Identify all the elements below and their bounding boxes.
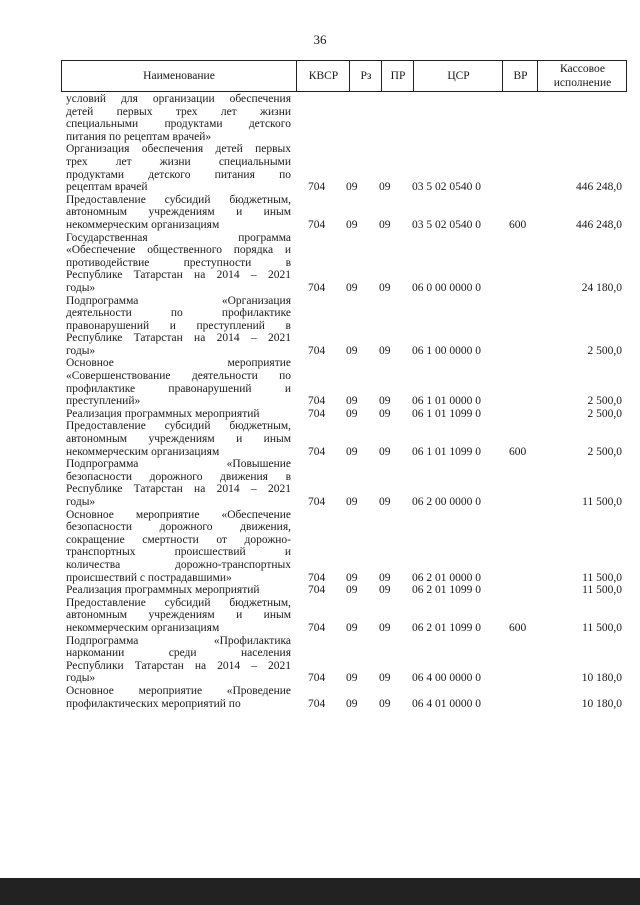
- cell-amount: 2 500,0: [587, 395, 622, 408]
- row-name-line: некоммерческим организациям: [66, 445, 220, 458]
- row-name-line: автономным учреждениям и иным: [66, 609, 291, 622]
- row-name: [66, 509, 291, 585]
- row-name-line: Республике Татарстан на 2014 – 2021: [66, 332, 291, 345]
- cell-rz: 09: [346, 672, 358, 685]
- cell-amount: 11 500,0: [582, 621, 622, 634]
- table-body: [0, 93, 640, 710]
- row-name: [66, 143, 291, 193]
- cell-csr: 06 2 01 1099 0: [412, 621, 481, 634]
- cell-pr: 09: [379, 181, 391, 194]
- row-name-line: автономным учреждениям и иным: [66, 206, 291, 219]
- cell-amount: 2 500,0: [587, 407, 622, 420]
- cell-rz: 09: [346, 697, 358, 710]
- row-name: [66, 357, 291, 407]
- cell-rz: 09: [346, 571, 358, 584]
- cell-kvsr: 704: [308, 181, 326, 194]
- cell-kvsr: 704: [308, 672, 326, 685]
- row-name-line: профилактике правонарушений и: [66, 382, 291, 395]
- cell-csr: 06 1 01 0000 0: [412, 395, 481, 408]
- row-name-line: количества дорожно-транспортных: [66, 558, 291, 571]
- cell-vr: 600: [509, 445, 527, 458]
- row-name: [66, 295, 291, 358]
- row-name-line: Республике Татарстан на 2014 – 2021: [66, 483, 291, 496]
- row-name-line: годы»: [66, 344, 96, 357]
- cell-csr: 06 2 01 1099 0: [412, 584, 481, 597]
- row-name-line: безопасности дорожного движения в: [66, 470, 291, 483]
- cell-csr: 06 4 01 0000 0: [412, 697, 481, 710]
- cell-kvsr: 704: [308, 218, 326, 231]
- cell-amount: 24 180,0: [581, 281, 622, 294]
- row-name-line: «Совершенствование деятельности по: [66, 370, 291, 383]
- column-header-vr: ВР: [502, 61, 538, 91]
- cell-csr: 06 1 01 1099 0: [412, 407, 481, 420]
- row-name-line: транспортных происшествий и: [66, 546, 291, 559]
- row-name-line: рецептам врачей: [66, 181, 148, 194]
- cell-amount: 2 500,0: [587, 445, 622, 458]
- row-name-line: Подпрограмма «Повышение: [66, 458, 291, 471]
- column-header-pr: ПР: [381, 61, 414, 91]
- table-row: [0, 509, 640, 585]
- cell-pr: 09: [379, 697, 391, 710]
- cell-rz: 09: [346, 344, 358, 357]
- cell-vr: 600: [509, 218, 527, 231]
- row-name-line: деятельности по профилактике: [66, 307, 291, 320]
- column-header-amount-line1: Кассовое: [560, 63, 605, 75]
- row-name: [66, 584, 291, 597]
- cell-amount: 446 248,0: [576, 218, 622, 231]
- row-name: [66, 597, 291, 635]
- cell-csr: 06 2 01 0000 0: [412, 571, 481, 584]
- cell-amount: 2 500,0: [587, 344, 622, 357]
- cell-kvsr: 704: [308, 344, 326, 357]
- row-name-line: безопасности дорожного движения,: [66, 521, 291, 534]
- row-name-line: Предоставление субсидий бюджетным,: [66, 420, 291, 433]
- row-name-line: годы»: [66, 672, 96, 685]
- row-name-line: годы»: [66, 496, 96, 508]
- cell-amount: 10 180,0: [581, 672, 622, 685]
- table-row: [0, 93, 640, 143]
- table-row: [0, 232, 640, 295]
- row-name-line: противодействие преступности в: [66, 256, 291, 269]
- cell-pr: 09: [379, 621, 391, 634]
- cell-rz: 09: [346, 621, 358, 634]
- table-row: [0, 584, 640, 597]
- column-header-rz: Рз: [349, 61, 382, 91]
- cell-pr: 09: [379, 395, 391, 408]
- table-row: [0, 420, 640, 458]
- cell-rz: 09: [346, 218, 358, 231]
- cell-rz: 09: [346, 445, 358, 458]
- cell-amount: 11 500,0: [582, 571, 622, 584]
- cell-pr: 09: [379, 571, 391, 584]
- row-name-line: некоммерческим организациям: [66, 218, 220, 231]
- row-name: [66, 232, 291, 295]
- row-name-line: трех лет жизни специальными: [66, 155, 291, 168]
- row-name-line: Подпрограмма «Профилактика: [66, 634, 291, 647]
- cell-csr: 03 5 02 0540 0: [412, 218, 481, 231]
- cell-pr: 09: [379, 672, 391, 685]
- row-name: [66, 635, 291, 685]
- row-name-line: Республики Татарстан на 2014 – 2021: [66, 659, 291, 672]
- row-name: [66, 93, 291, 143]
- cell-rz: 09: [346, 496, 358, 508]
- row-name-line: Организация обеспечения детей первых: [66, 143, 291, 156]
- cell-amount: 11 500,0: [582, 584, 622, 597]
- cell-csr: 06 4 00 0000 0: [412, 672, 481, 685]
- row-name-line: Государственная программа: [66, 231, 291, 244]
- cell-csr: 06 1 01 1099 0: [412, 445, 481, 458]
- row-name-line: Предоставление субсидий бюджетным,: [66, 193, 291, 206]
- row-name-line: сокращение смертности от дорожно-: [66, 533, 291, 546]
- cell-rz: 09: [346, 181, 358, 194]
- cell-kvsr: 704: [308, 281, 326, 294]
- cell-pr: 09: [379, 218, 391, 231]
- cell-pr: 09: [379, 496, 391, 508]
- cell-csr: 06 2 00 0000 0: [412, 496, 481, 508]
- table-row: [0, 635, 640, 685]
- row-name-line: Предоставление субсидий бюджетным,: [66, 596, 291, 609]
- row-name-line: преступлений»: [66, 395, 141, 408]
- row-name-line: питания по рецептам врачей»: [66, 130, 212, 143]
- cell-rz: 09: [346, 584, 358, 597]
- cell-pr: 09: [379, 584, 391, 597]
- row-name-line: продуктами детского питания по: [66, 168, 291, 181]
- table-header: [61, 60, 627, 92]
- cell-kvsr: 704: [308, 445, 326, 458]
- cell-csr: 06 0 00 0000 0: [412, 281, 481, 294]
- row-name-line: условий для организации обеспечения: [66, 93, 291, 105]
- row-name: [66, 420, 291, 458]
- row-name-line: наркомании среди населения: [66, 647, 291, 660]
- row-name-line: Республике Татарстан на 2014 – 2021: [66, 269, 291, 282]
- cell-csr: 06 1 00 0000 0: [412, 344, 481, 357]
- table-row: [0, 685, 640, 710]
- row-name-line: детей первых трех лет жизни: [66, 105, 291, 118]
- cell-kvsr: 704: [308, 407, 326, 420]
- cell-amount: 10 180,0: [581, 697, 622, 710]
- cell-amount: 11 500,0: [582, 496, 622, 508]
- cell-rz: 09: [346, 407, 358, 420]
- row-name-line: Основное мероприятие: [66, 357, 291, 370]
- cell-kvsr: 704: [308, 496, 326, 508]
- table-row: [0, 458, 640, 508]
- row-name: [66, 194, 291, 232]
- cell-pr: 09: [379, 344, 391, 357]
- table-row: [0, 357, 640, 407]
- cell-rz: 09: [346, 395, 358, 408]
- cell-amount: 446 248,0: [576, 181, 622, 194]
- cell-pr: 09: [379, 407, 391, 420]
- row-name-line: профилактических мероприятий по: [66, 697, 241, 710]
- column-header-name: Наименование: [143, 70, 215, 82]
- cell-kvsr: 704: [308, 584, 326, 597]
- table-row: [0, 408, 640, 421]
- row-name-line: годы»: [66, 281, 96, 294]
- row-name: [66, 685, 291, 710]
- row-name-line: Реализация программных мероприятий: [66, 407, 260, 420]
- column-header-amount-line2: исполнение: [553, 77, 612, 89]
- cell-kvsr: 704: [308, 395, 326, 408]
- table-row: [0, 597, 640, 635]
- row-name-line: некоммерческим организациям: [66, 621, 220, 634]
- cell-vr: 600: [509, 621, 527, 634]
- cell-kvsr: 704: [308, 621, 326, 634]
- column-header-amount: [537, 61, 627, 91]
- cell-csr: 03 5 02 0540 0: [412, 181, 481, 194]
- row-name-line: автономным учреждениям и иным: [66, 433, 291, 446]
- column-header-kvsr: КВСР: [296, 61, 350, 91]
- page-number: 36: [313, 32, 327, 47]
- row-name-line: «Обеспечение общественного порядка и: [66, 244, 291, 257]
- table-row: [0, 295, 640, 358]
- table-row: [0, 143, 640, 193]
- scan-bottom-edge: [0, 878, 640, 905]
- row-name-line: специальными продуктами детского: [66, 118, 291, 131]
- cell-pr: 09: [379, 445, 391, 458]
- row-name-line: правонарушений и преступлений в: [66, 319, 291, 332]
- cell-kvsr: 704: [308, 697, 326, 710]
- row-name: [66, 408, 291, 421]
- row-name-line: Реализация программных мероприятий: [66, 584, 260, 597]
- row-name-line: Основное мероприятие «Проведение: [66, 684, 291, 697]
- cell-pr: 09: [379, 281, 391, 294]
- column-header-csr: ЦСР: [413, 61, 503, 91]
- row-name: [66, 458, 291, 508]
- row-name-line: происшествий с пострадавшими»: [66, 571, 232, 584]
- row-name-line: Основное мероприятие «Обеспечение: [66, 508, 291, 521]
- cell-kvsr: 704: [308, 571, 326, 584]
- cell-rz: 09: [346, 281, 358, 294]
- table-row: [0, 194, 640, 232]
- row-name-line: Подпрограмма «Организация: [66, 294, 291, 307]
